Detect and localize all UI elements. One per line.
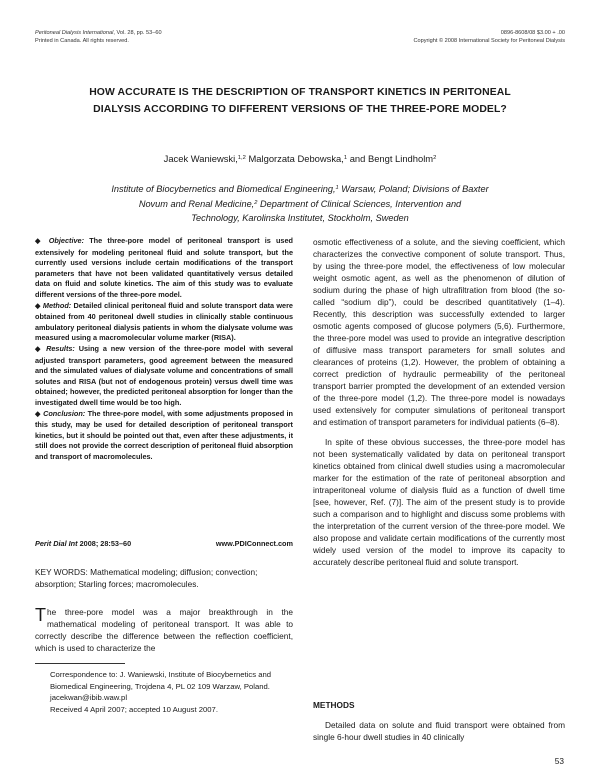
title-line-2: DIALYSIS ACCORDING TO DIFFERENT VERSIONS OF THE THREE-PORE MODEL? <box>93 104 507 115</box>
correspondence-email[interactable]: jacekwan@ibib.waw.pl <box>50 693 128 703</box>
body-paragraph: osmotic effectiveness of a solute, and the sieving coefficient, which characterizes the convective component of solute transport. Thus, by using the three-pore model, the effectiveness of low molecular weight osmotic agent, as well as the phenomenon of dilution of sodium during the phase of high ultrafiltration from blood (the so-called “sodium dip”), could be described quantitatively (1–4). Recently, this description was successfully extended to larger osmotic agents composed of glucose polymers (5,6). Furthermore, the three-pore model was used to provide an integrative description of diffusive mass transport parameters for small solutes and clearances of proteins (1,2). However, the problem of obtaining a correct prediction of hydraulic permeability of the peritoneal transport barrier prompted the development of an extended version of the three-pore model (1,2). The three-pore model is nowadays used extensively for computer simulations of peritoneal transport and estimation of transport parameters for individual patients (6–8). <box>313 237 565 427</box>
correspondence <box>35 669 293 715</box>
abstract-text: The three-pore model of peritoneal transport is used extensively for modeling peritoneal fluid and solute transport, but the currently used versions include certain modifications of the transport parameters that have not been validated quantitatively versus detailed data on fluid and solute kinetics. The aim of this study was to evaluate different versions of the three-pore model. <box>35 236 293 299</box>
author-1: Jacek Waniewski, <box>163 153 238 164</box>
running-header-left <box>35 29 162 45</box>
affil-text: Warsaw, Poland; Divisions of Baxter <box>338 184 489 194</box>
diamond-bullet-icon: ◆ <box>35 345 43 353</box>
intro-text: he three-pore model was a major breakthrough in the mathematical modeling of peritoneal transport. It was able to correctly describe the difference between the reflection coefficient, which is used to characterize the <box>35 607 293 653</box>
diamond-bullet-icon: ◆ <box>35 238 44 245</box>
affiliations <box>60 182 540 226</box>
abstract-results <box>35 344 293 409</box>
abstract-label: Conclusion: <box>43 408 86 418</box>
running-header-right <box>413 29 565 45</box>
abstract-label: Objective: <box>48 236 85 245</box>
abstract-text: The three-pore model, with some adjustments proposed in this study, may be used for detailed description of peritoneal transport kinetics, but it should be pointed out that, even after these adjustments, it still does not provide the correct description of peritoneal fluid absorption and transport of macromolecules. <box>35 408 294 461</box>
abstract-label: Results: <box>46 343 75 353</box>
abstract <box>35 236 293 462</box>
cite-journal: Perit Dial Int <box>35 539 78 548</box>
abstract-objective <box>35 236 293 301</box>
abstract-method <box>35 301 293 344</box>
footnote-divider <box>35 663 125 664</box>
cite-ref: 2008; 28:53–60 <box>77 539 132 548</box>
author-1-affil: 1,2 <box>237 154 246 161</box>
diamond-bullet-icon: ◆ <box>35 302 41 310</box>
affil-text: Technology, Karolinska Institutet, Stockholm, Sweden <box>191 213 409 223</box>
author-3: and Bengt Lindholm <box>347 153 434 164</box>
author-list <box>40 153 560 164</box>
abstract-text: Detailed clinical peritoneal fluid and solute transport data were obtained from 40 peritoneal dwell studies in clinically stable continuous ambulatory peritoneal dialysis patients in whom the dialysate volume was measured using a macromolecular volume marker (RISA). <box>35 300 293 343</box>
printed-note: Printed in Canada. All rights reserved. <box>35 38 129 45</box>
issn: 0896-8608/08 $3.00 + .00 <box>500 30 565 36</box>
citation-line <box>35 539 293 548</box>
journal-url[interactable]: www.PDIConnect.com <box>215 539 293 548</box>
diamond-bullet-icon: ◆ <box>35 410 41 418</box>
journal-name: Peritoneal Dialysis International <box>35 30 114 36</box>
title-line-1: HOW ACCURATE IS THE DESCRIPTION OF TRANSPORT KINETICS IN PERITONEAL <box>89 87 511 98</box>
article-title <box>60 84 540 118</box>
drop-cap: T <box>35 605 46 625</box>
abstract-text: Using a new version of the three-pore model with several adjusted transport parameters, good agreement between the measured and the simulated values of dialysate volume and concentrations of small solutes and RISA (but not of endogenous protein) versus dwell time was obtained; however, the predicted peritoneal absorption for longer than the investigated dwell time would be too high. <box>35 343 294 407</box>
author-2: Malgorzata Debowska, <box>245 153 344 164</box>
author-2-affil: 1 <box>343 154 348 161</box>
affil-text: Institute of Biocybernetics and Biomedical Engineering, <box>111 184 336 194</box>
received-dates: Received 4 April 2007; accepted 10 August 2007. <box>50 704 218 714</box>
affil-text: Novum and Renal Medicine, <box>138 198 255 209</box>
right-column <box>313 236 565 568</box>
body-paragraph: In spite of these obvious successes, the three-pore model has not been systematically validated by data on peritoneal transport kinetics obtained from clinical dwell studies using a macromolecular marker for the estimation of the rate of peritoneal absorption and intraperitoneal volume of dialysis fluid as a function of dwell time [see, however, Ref. (7)]. The aim of the present study is to provide such a comparison and to highlight and discuss some problems with the interpretation of the current version of the three-pore model. We also propose and validate certain modifications of the currently most widely used version of the model to improve its capacity to accurately describe peritoneal fluid and solute transport. <box>313 437 565 567</box>
methods-heading: METHODS <box>313 700 355 710</box>
abstract-conclusion <box>35 409 293 463</box>
correspondence-address: Correspondence to: J. Waniewski, Institute of Biocybernetics and Biomedical Engineering, Trojdena 4, PL 02 109 Warzaw, Poland. <box>50 670 272 691</box>
journal-citation: , Vol. 28, pp. 53–60 <box>113 30 162 36</box>
author-3-affil: 2 <box>433 154 437 161</box>
copyright: Copyright © 2008 International Society for Peritoneal Dialysis <box>413 38 565 45</box>
affil-sup: 1 <box>335 184 339 191</box>
page-number: 53 <box>554 756 564 766</box>
body-paragraph: Detailed data on solute and fluid transport were obtained from single 6-hour dwell studies in 40 clinically <box>313 720 565 742</box>
keywords: KEY WORDS: Mathematical modeling; diffusion; convection; absorption; Starling forces; macromolecules. <box>35 567 258 589</box>
affil-text: Department of Clinical Sciences, Intervention and <box>257 198 462 209</box>
abstract-label: Method: <box>42 300 72 310</box>
methods-paragraph <box>313 719 565 743</box>
intro-paragraph <box>35 606 293 654</box>
affil-sup: 2 <box>254 199 258 206</box>
